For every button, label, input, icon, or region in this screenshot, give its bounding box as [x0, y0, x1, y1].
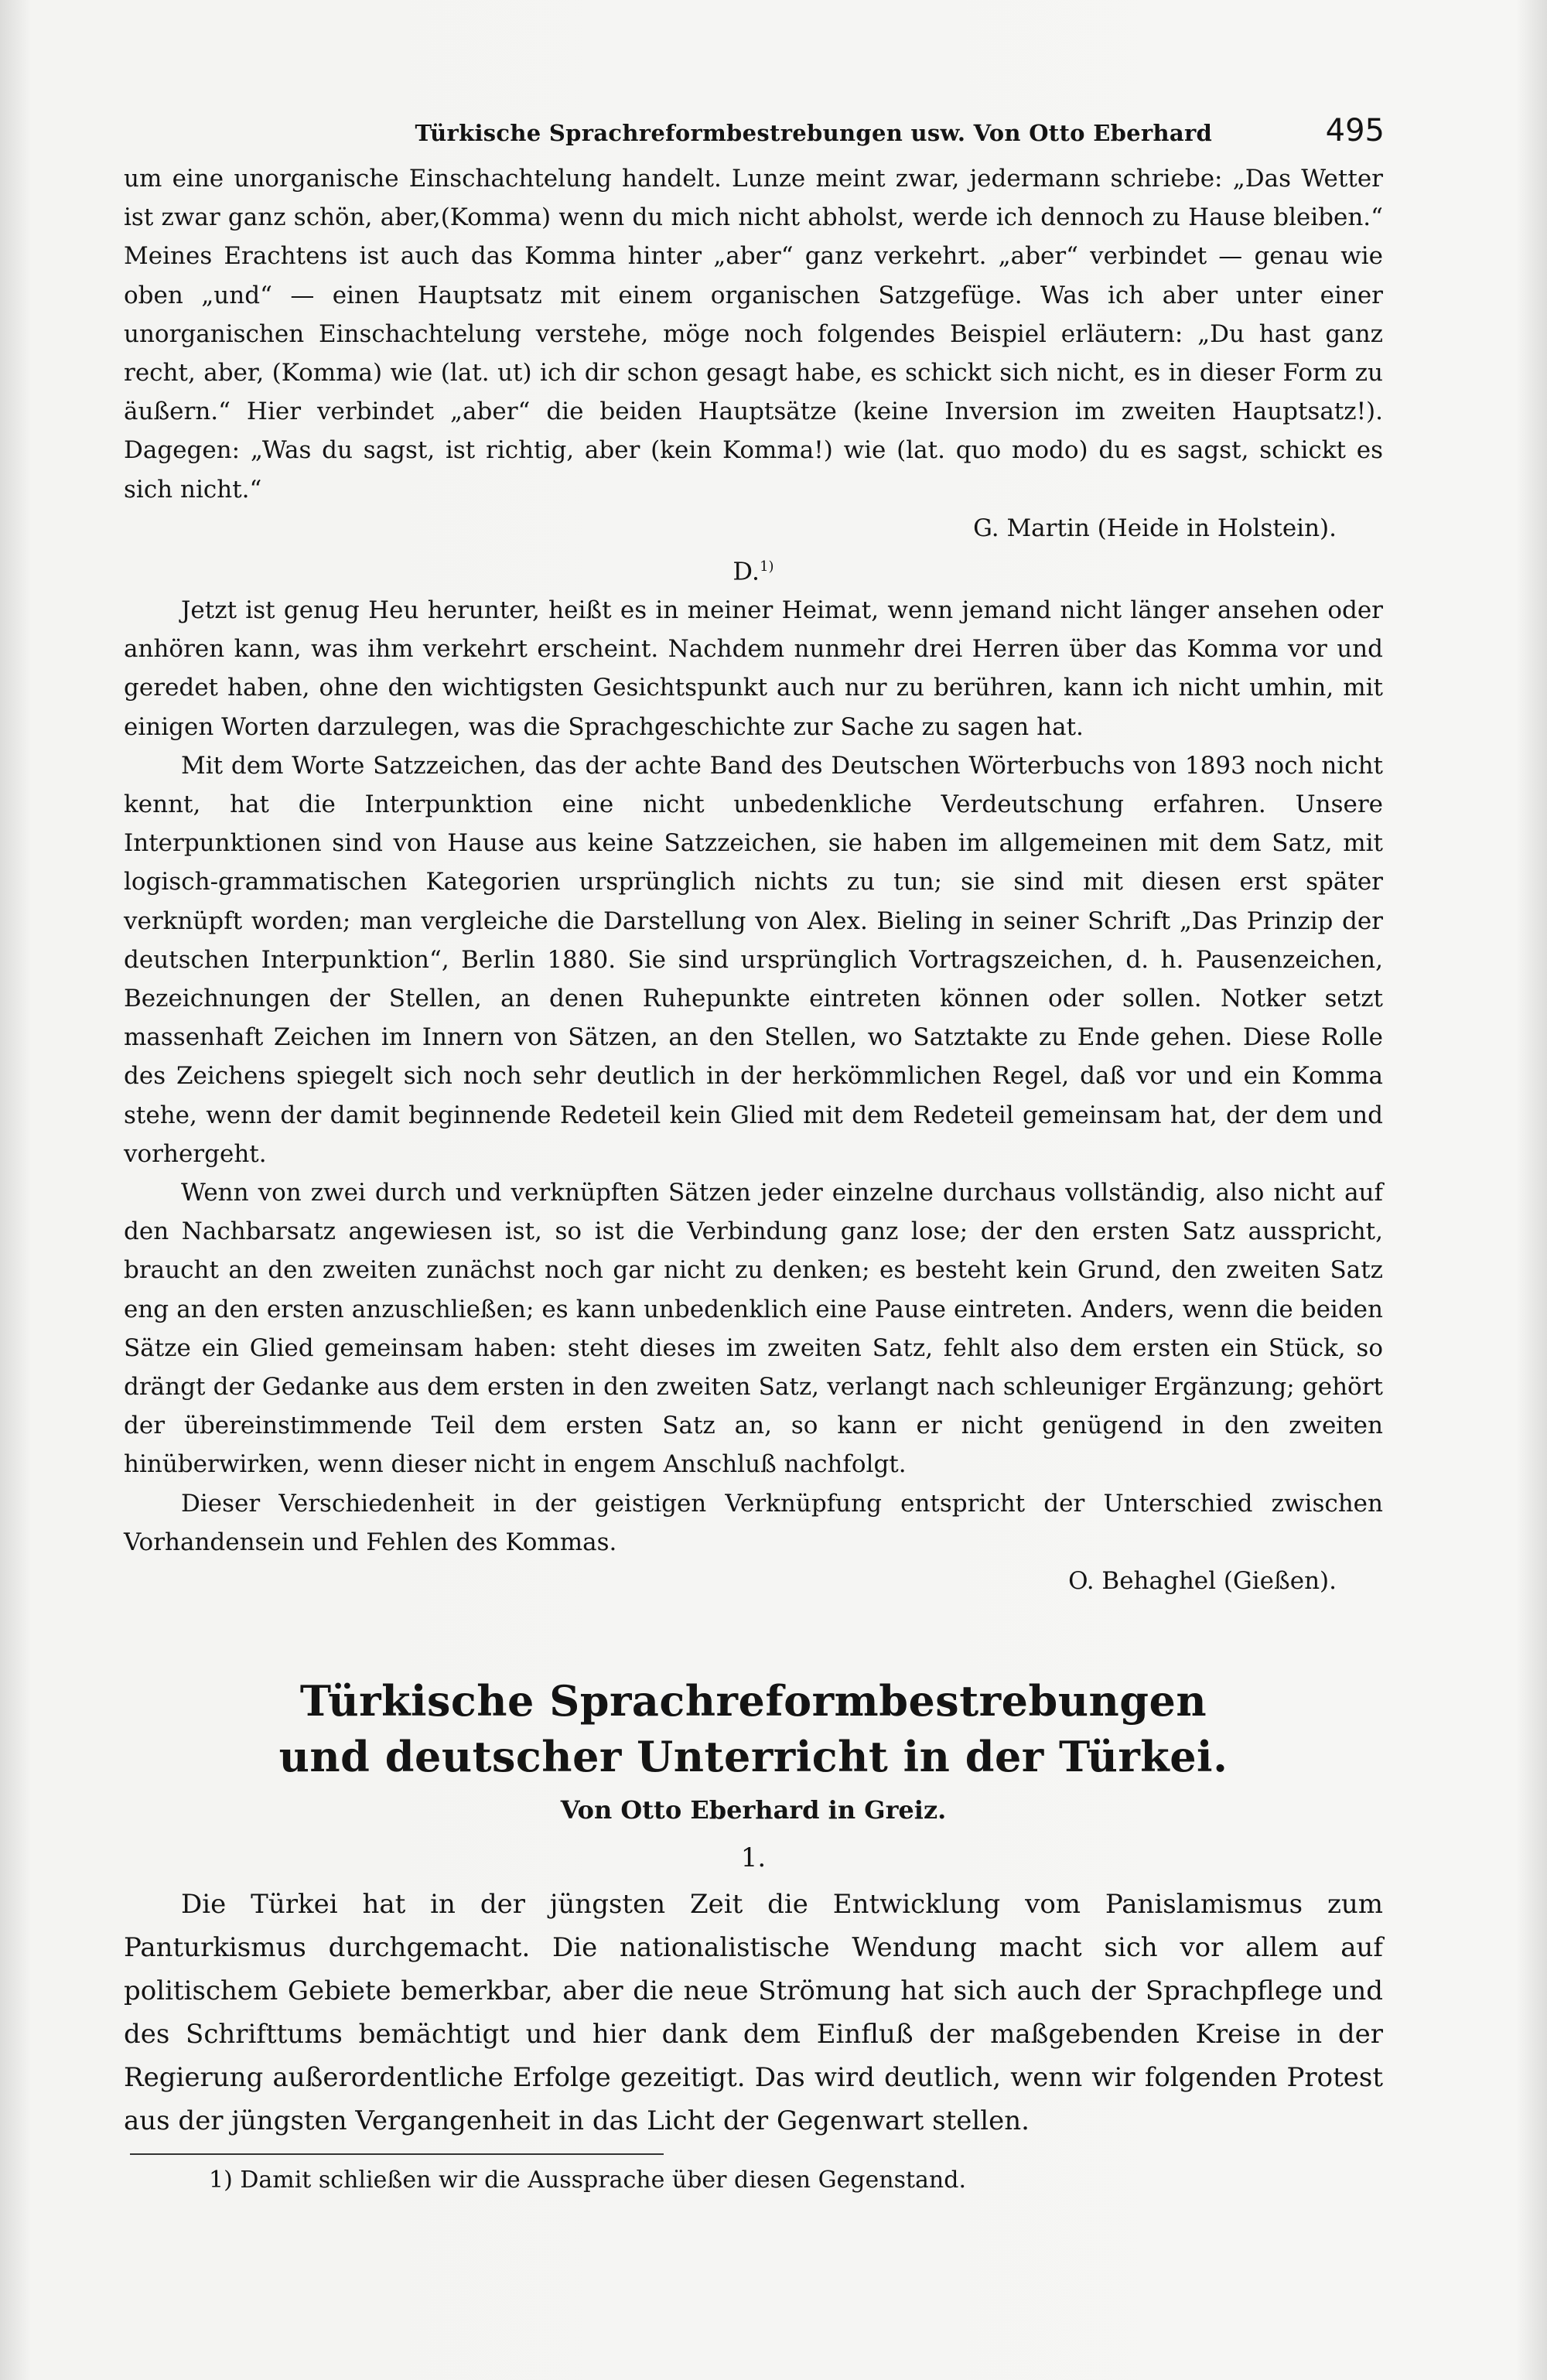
article-title — [124, 1673, 1383, 1784]
signature-behaghel: O. Behaghel (Gießen). — [1068, 1566, 1337, 1595]
article-title-line: Türkische Sprachreformbestrebungen — [299, 1676, 1207, 1726]
footnote: 1) Damit schließen wir die Aussprache über diesen Gegenstand. — [209, 2166, 966, 2194]
section-marker — [124, 548, 1383, 591]
page-body — [124, 159, 1383, 2198]
article-title-line: und deutscher Unterricht in der Türkei. — [278, 1732, 1228, 1782]
footnote-ref: 1) — [760, 558, 774, 575]
footnote-divider — [130, 2153, 664, 2155]
article-paragraph: Die Türkei hat in der jüngsten Zeit die Entwicklung vom Panislamismus zum Panturkismus durchgemacht. Die nationalistische Wendung macht sich vor allem auf politischem Gebiete bemerkbar, aber die neue Strömung hat sich auch der Sprachpflege und des Schrifttums bemächtigt und hier dank dem Einfluß der maßgebenden Kreise in der Regierung außerordentliche Erfolge gezeitigt. Das wird deutlich, wenn wir folgenden Protest aus der jüngsten Vergangenheit in das Licht der Gegenwart stellen. — [124, 1888, 1383, 2136]
article-byline: Von Otto Eberhard in Greiz. — [560, 1795, 947, 1825]
article-section-number: 1. — [740, 1842, 767, 1874]
page-number: 495 — [1325, 113, 1385, 149]
prev-article-paragraph: Mit dem Worte Satzzeichen, das der achte Band des Deutschen Wörterbuchs von 1893 noch nicht kennt, hat die Interpunktion eine nicht unbedenkliche Verdeutschung erfahren. Unsere Interpunktionen sind von Hause aus keine Satzzeichen, sie haben im allgemeinen mit dem Satz, mit logisch-grammatischen Kategorien ursprünglich nichts zu tun; sie sind mit diesen erst später verknüpft worden; man vergleiche die Darstellung von Alex. Bieling in seiner Schrift „Das Prinzip der deutschen Interpunktion“, Berlin 1880. Sie sind ursprünglich Vortragszeichen, d. h. Pausenzeichen, Bezeichnungen der Stellen, an denen Ruhepunkte eintreten können oder sollen. Notker setzt massenhaft Zeichen im Innern von Sätzen, an den Stellen, wo Satztakte zu Ende gehen. Diese Rolle des Zeichens spiegelt sich noch sehr deutlich in der herkömmlichen Regel, daß vor und ein Komma stehe, wenn der damit beginnende Redeteil kein Glied mit dem Redeteil gemeinsam hat, der dem und vorhergeht. — [124, 751, 1383, 1168]
prev-article-paragraph: Dieser Verschiedenheit in der geistigen Verknüpfung entspricht der Unterschied zwischen Vorhandensein und Fehlen des Kommas. — [124, 1489, 1383, 1556]
prev-article-paragraph: Wenn von zwei durch und verknüpften Sätzen jeder einzelne durchaus vollständig, also nicht auf den Nachbarsatz angewiesen ist, so ist die Verbindung ganz lose; der den ersten Satz ausspricht, braucht an den zweiten zunächst noch gar nicht zu denken; es besteht kein Grund, den zweiten Satz eng an den ersten anzuschließen; es kann unbedenklich eine Pause eintreten. Anders, wenn die beiden Sätze ein Glied gemeinsam haben: steht dieses im zweiten Satz, fehlt also dem ersten ein Stück, so drängt der Gedanke aus dem ersten in den zweiten Satz, verlangt nach schleuniger Ergänzung; gehört der übereinstimmende Teil dem ersten Satz an, so kann er nicht genügend in den zweiten hinüberwirken, wenn dieser nicht in engem Anschluß nachfolgt. — [124, 1178, 1383, 1479]
prev-article-paragraph: um eine unorganische Einschachtelung handelt. Lunze meint zwar, jedermann schriebe: „Das Wetter ist zwar ganz schön, aber,(Komma) wenn du mich nicht abholst, werde ich dennoch zu Hause bleiben.“ Meines Erachtens ist auch das Komma hinter „aber“ ganz verkehrt. „aber“ verbindet — genau wie oben „und“ — einen Hauptsatz mit einem organischen Satzgefüge. Was ich aber unter einer unorganischen Einschachtelung verstehe, möge noch folgendes Beispiel erläutern: „Du hast ganz recht, aber, (Komma) wie (lat. ut) ich dir schon gesagt habe, es schickt sich nicht, es in dieser Form zu äußern.“ Hier verbindet „aber“ die beiden Hauptsätze (keine Inversion im zweiten Hauptsatz!). Dagegen: „Was du sagst, ist richtig, aber (kein Komma!) wie (lat. quo modo) du es sagst, schickt es sich nicht.“ — [124, 165, 1383, 504]
page-header — [124, 113, 1385, 152]
prev-article-paragraph: Jetzt ist genug Heu herunter, heißt es in meiner Heimat, wenn jemand nicht länger ansehen oder anhören kann, was ihm verkehrt erscheint. Nachdem nunmehr drei Herren über das Komma vor und geredet haben, ohne den wichtigsten Gesichtspunkt auch nur zu berühren, kann ich nicht umhin, mit einigen Worten darzulegen, was die Sprachgeschichte zur Sache zu sagen hat. — [124, 596, 1383, 741]
section-marker-label: D. — [733, 556, 760, 586]
signature-martin: G. Martin (Heide in Holstein). — [973, 514, 1337, 542]
running-head: Türkische Sprachreformbestrebungen usw. Von Otto Eberhard — [415, 120, 1213, 146]
